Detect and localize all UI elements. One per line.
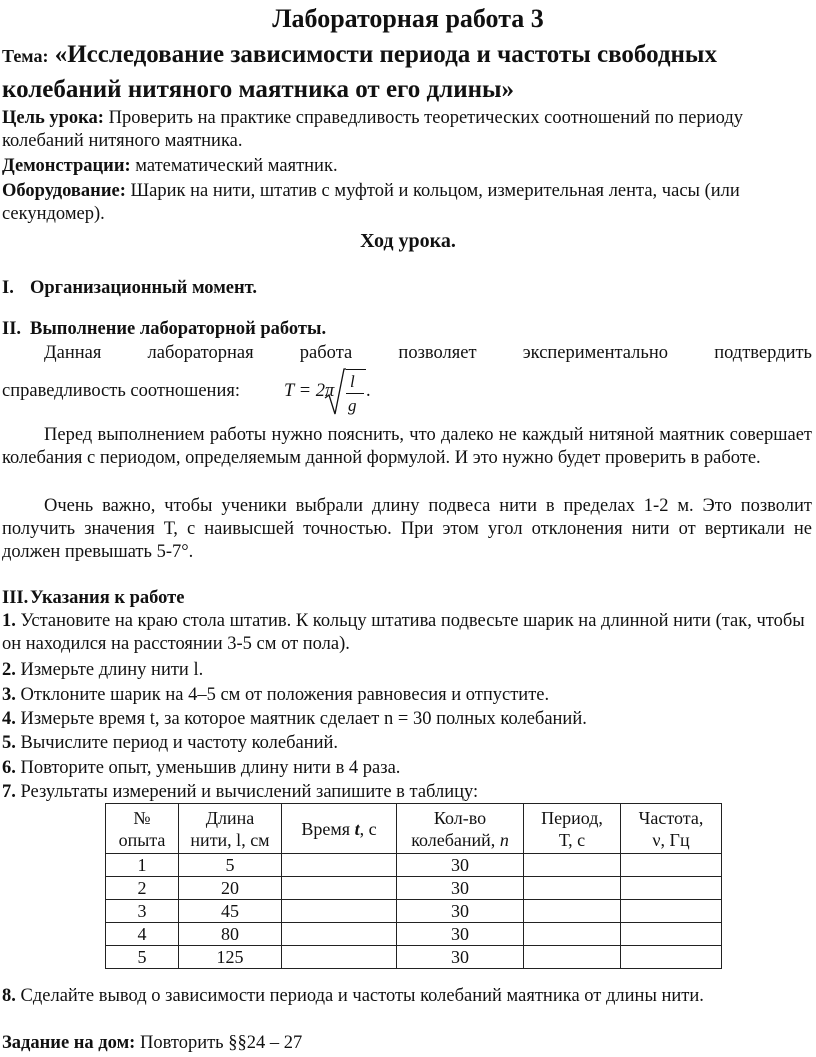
sqrt-icon [324,368,346,418]
cell-length: 5 [179,854,282,877]
section-3-heading [2,587,184,610]
cell-period [524,900,621,923]
header-experiment-no: № опыта [106,804,179,854]
homework-label: Задание на дом: [2,1033,136,1053]
equipment [2,180,812,226]
instruction-item-8 [2,985,812,1008]
topic [2,38,812,107]
header-period: Период, Т, с [524,804,621,854]
cell-period [524,946,621,969]
cell-count: 30 [397,946,524,969]
instruction-number: 4. [2,709,16,729]
homework [2,1032,812,1055]
table-row [106,900,722,923]
section-2-title: Выполнение лабораторной работы. [30,319,327,339]
section-3-number: III. [2,588,29,608]
topic-text: «Исследование зависимости периода и частоты свободных колебаний нитяного маятника от его длины» [2,41,717,103]
formula-numerator: l [350,372,355,391]
section-1-title: Организационный момент. [30,278,257,298]
table-row [106,923,722,946]
cell-frequency [621,900,722,923]
cell-count: 30 [397,900,524,923]
cell-length: 20 [179,877,282,900]
instruction-number: 3. [2,685,16,705]
table-header-row [106,804,722,854]
section-2-paragraph-3: Очень важно, чтобы ученики выбрали длину подвеса нити в пределах 1-2 м. Это позволит получить значения Т, с наивысшей точностью. При этом угол отклонения нити от вертикали не должен превышать 5-7°. [2,496,812,562]
section-2-heading [2,318,326,341]
cell-frequency [621,923,722,946]
results-table [105,803,722,969]
instruction-text: Вычислите период и частоту колебаний. [20,733,339,753]
instruction-text: Сделайте вывод о зависимости периода и частоты колебаний маятника от длины нити. [20,986,704,1006]
cell-count: 30 [397,923,524,946]
cell-frequency [621,854,722,877]
section-2-number: II. [2,319,22,339]
cell-no: 5 [106,946,179,969]
formula-end: . [366,381,371,401]
homework-text: Повторить §§24 – 27 [139,1033,303,1053]
table-row [106,946,722,969]
instruction-text: Измерьте длину нити l. [20,660,204,680]
instruction-item-7 [2,781,812,804]
instruction-number: 1. [2,611,16,631]
cell-time [282,877,397,900]
cell-time [282,923,397,946]
formula-denominator: g [348,396,357,415]
section-3-title: Указания к работе [30,588,185,608]
cell-period [524,923,621,946]
goal-text: Проверить на практике справедливость теоретических соотношений по периоду колебаний нитяного маятника. [2,108,744,151]
equipment-text: Шарик на нити, штатив с муфтой и кольцом, измерительная лента, часы (или секундомер). [2,181,740,224]
header-oscillation-count: Кол-во колебаний, n [397,804,524,854]
cell-no: 1 [106,854,179,877]
goal-label: Цель урока: [2,108,104,128]
cell-period [524,877,621,900]
section-1-heading [2,277,257,300]
instruction-number: 2. [2,660,16,680]
header-time: Время t, с [282,804,397,854]
lesson-heading: Ход урока. [360,230,456,252]
cell-length: 125 [179,946,282,969]
instruction-item-6 [2,757,812,780]
instruction-text: Отклоните шарик на 4–5 см от положения равновесия и отпустите. [20,685,550,705]
cell-frequency [621,946,722,969]
cell-length: 80 [179,923,282,946]
instruction-number: 5. [2,733,16,753]
cell-count: 30 [397,877,524,900]
table-row [106,854,722,877]
cell-count: 30 [397,854,524,877]
instruction-text: Измерьте время t, за которое маятник сделает n = 30 полных колебаний. [20,709,587,729]
instruction-item-2 [2,659,812,682]
formula-lhs: T = 2π [284,381,335,401]
cell-period [524,854,621,877]
instruction-number: 7. [2,782,16,802]
instruction-item-4 [2,708,812,731]
topic-label: Тема: [2,46,49,66]
instruction-item-5 [2,732,812,755]
instruction-item-3 [2,684,812,707]
demos-text: математический маятник. [135,156,338,176]
section-2-paragraph-2: Перед выполнением работы нужно пояснить, что далеко не каждый нитяной маятник совершает колебания с периодом, определяемым данной формулой. И это нужно будет проверить в работе. [2,425,812,468]
cell-time [282,946,397,969]
goal [2,107,812,153]
equipment-label: Оборудование: [2,181,126,201]
cell-no: 2 [106,877,179,900]
demos [2,155,812,178]
section-2-intro-line1: Данная лабораторная работа позволяет экспериментально подтвердить [44,343,812,363]
section-1-number: I. [2,278,14,298]
cell-frequency [621,877,722,900]
cell-no: 4 [106,923,179,946]
instruction-number: 8. [2,986,16,1006]
formula-intro: справедливость соотношения: [2,381,240,401]
cell-time [282,854,397,877]
demos-label: Демонстрации: [2,156,131,176]
instruction-text: Установите на краю стола штатив. К кольцу штатива подвесьте шарик на длинной нити (так, чтобы он находился на расстоянии 3-5 см от пола). [2,611,805,654]
instruction-text: Результаты измерений и вычислений запишите в таблицу: [20,782,479,802]
cell-time [282,900,397,923]
sqrt-bar [346,369,366,370]
header-length: Длина нити, l, см [179,804,282,854]
cell-no: 3 [106,900,179,923]
cell-length: 45 [179,900,282,923]
header-frequency: Частота, ν, Гц [621,804,722,854]
page-title: Лабораторная работа 3 [272,4,544,33]
instruction-text: Повторите опыт, уменьшив длину нити в 4 раза. [20,758,401,778]
instruction-item-1 [2,610,812,656]
table-row [106,877,722,900]
instruction-number: 6. [2,758,16,778]
